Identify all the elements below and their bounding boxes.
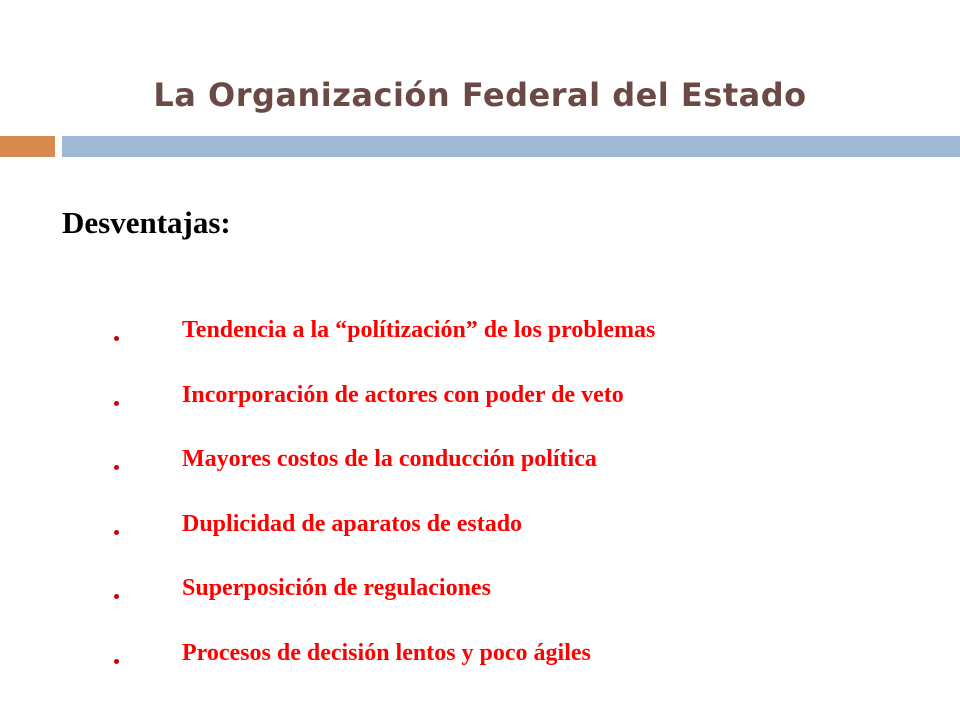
bullet-dot-icon xyxy=(114,401,119,406)
bullet-list xyxy=(110,312,930,699)
bullet-dot-icon xyxy=(114,530,119,535)
bullet-item xyxy=(110,570,930,635)
bullet-text: Tendencia a la “polítización” de los problemas xyxy=(182,317,656,343)
bullet-item xyxy=(110,312,930,377)
section-heading: Desventajas: xyxy=(62,205,231,240)
bullet-dot-icon xyxy=(114,659,119,664)
bullet-text: Superposición de regulaciones xyxy=(182,575,491,601)
bullet-text: Mayores costos de la conducción política xyxy=(182,446,597,472)
bullet-item xyxy=(110,441,930,506)
bullet-dot-icon xyxy=(114,465,119,470)
bullet-item xyxy=(110,635,930,700)
bullet-text: Procesos de decisión lentos y poco ágiles xyxy=(182,639,591,666)
bullet-item xyxy=(110,506,930,571)
title-accent-bar-orange xyxy=(0,136,55,157)
title-accent-bar-blue xyxy=(62,136,960,157)
bullet-text: Duplicidad de aparatos de estado xyxy=(182,510,523,537)
bullet-text: Incorporación de actores con poder de veto xyxy=(182,381,624,408)
bullet-dot-icon xyxy=(114,336,119,341)
bullet-item xyxy=(110,377,930,442)
bullet-dot-icon xyxy=(114,594,119,599)
slide-title: La Organización Federal del Estado xyxy=(153,76,807,114)
